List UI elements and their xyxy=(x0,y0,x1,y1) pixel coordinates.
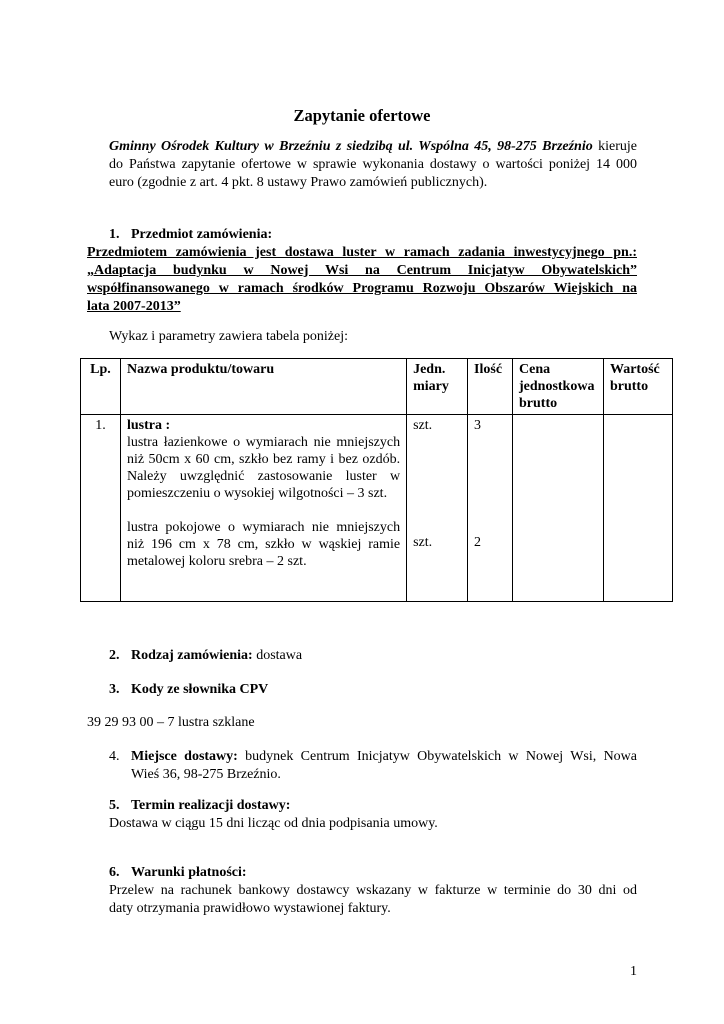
header-price-line: brutto xyxy=(519,396,558,411)
cell-value xyxy=(603,415,672,602)
header-price-line: jednostkowa xyxy=(519,379,595,394)
section-1-number: 1. xyxy=(109,227,120,242)
section-6-number: 6. xyxy=(109,865,120,880)
unit-1: szt. xyxy=(413,418,433,433)
section-3 xyxy=(109,682,268,698)
table-row xyxy=(81,415,673,602)
cpv-code: 39 29 93 00 – 7 lustra szklane xyxy=(87,715,255,730)
section-1-line: współfinansowanego w ramach środków Programu Rozwoju Obszarów Wiejskich na xyxy=(87,281,637,296)
section-1-title: Przedmiot zamówienia: xyxy=(131,227,273,242)
section-1-heading xyxy=(109,227,272,243)
section-2 xyxy=(109,648,302,664)
section-6-body xyxy=(109,882,637,918)
section-2-value: dostawa xyxy=(252,648,303,663)
section-6-heading-row xyxy=(109,865,247,881)
intro-line-1-rest: kieruje xyxy=(592,139,638,154)
qty-2: 2 xyxy=(474,535,482,550)
intro-line-1 xyxy=(109,138,637,156)
header-value-line: brutto xyxy=(609,379,649,394)
section-1-line: „Adaptacja budynku w Nowej Wsi na Centrum Inicjatyw Obywatelskich” xyxy=(87,263,637,278)
section-1-body xyxy=(87,244,637,316)
section-5-heading: Termin realizacji dostawy: xyxy=(131,798,291,813)
cell-unit-price xyxy=(513,415,604,602)
cell-lp: 1. xyxy=(81,415,121,602)
section-5-number: 5. xyxy=(109,798,120,813)
header-unit-price xyxy=(513,359,604,415)
intro-line-2: do Państwa zapytanie ofertowe w sprawie wykonania dostawy o wartości poniżej 14 000 xyxy=(109,157,637,172)
section-5-text: Dostawa w ciągu 15 dni licząc od dnia podpisania umowy. xyxy=(109,816,438,831)
unit-2: szt. xyxy=(413,535,433,550)
section-4-number: 4. xyxy=(109,749,120,764)
section-3-number: 3. xyxy=(109,682,120,697)
product-title: lustra : xyxy=(126,418,171,433)
product-item-1: lustra łazienkowe o wymiarach nie mniejszych niż 50cm x 60 cm, szkło bez ramy i bez ozdób. Należy uwzględnić zastosowanie luster w pomieszczeniu o wysokiej wilgotności – 3 szt. xyxy=(126,435,401,501)
section-2-number: 2. xyxy=(109,648,120,663)
section-1-line: Przedmiotem zamówienia jest dostawa luster w ramach zadania inwestycyjnego pn.: xyxy=(87,245,637,260)
header-lp: Lp. xyxy=(81,359,121,415)
issuer-name: Gminny Ośrodek Kultury w Brzeźniu z siedzibą ul. Wspólna 45, 98-275 Brzeźnio xyxy=(109,139,593,154)
header-name: Nazwa produktu/towaru xyxy=(120,359,406,415)
product-table xyxy=(80,358,673,602)
table-intro: Wykaz i parametry zawiera tabela poniżej: xyxy=(109,329,348,344)
page-number: 1 xyxy=(630,964,637,979)
section-4-heading: Miejsce dostawy: xyxy=(131,749,238,764)
header-value xyxy=(603,359,672,415)
section-4-line-1-rest: budynek Centrum Inicjatyw Obywatelskich w Nowej Wsi, Nowa xyxy=(237,749,637,764)
header-qty: Ilość xyxy=(468,359,513,415)
header-unit-line: miary xyxy=(413,379,449,394)
header-unit-line: Jedn. xyxy=(413,362,446,377)
section-2-heading: Rodzaj zamówienia: xyxy=(131,648,253,663)
header-unit xyxy=(407,359,468,415)
section-3-heading: Kody ze słownika CPV xyxy=(131,682,269,697)
section-6-line-1: Przelew na rachunek bankowy dostawcy wskazany w fakturze w terminie do 30 dni od xyxy=(109,883,637,898)
section-1-line: lata 2007-2013” xyxy=(87,299,181,314)
header-price-line: Cena xyxy=(519,362,551,377)
section-6-heading: Warunki płatności: xyxy=(131,865,247,880)
product-item-2: lustra pokojowe o wymiarach nie mniejszych niż 196 cm x 78 cm, szkło w wąskiej ramie metalowej koloru srebra – 2 szt. xyxy=(126,520,401,569)
section-4-line-2: Wieś 36, 98-275 Brzeźnio. xyxy=(131,767,281,782)
header-value-line: Wartość xyxy=(609,362,660,377)
table-header-row xyxy=(81,359,673,415)
cell-unit xyxy=(407,415,468,602)
document-title: Zapytanie ofertowe xyxy=(293,106,431,125)
cell-product xyxy=(120,415,406,602)
intro-line-3: euro (zgodnie z art. 4 pkt. 8 ustawy Prawo zamówień publicznych). xyxy=(109,175,488,190)
section-5-heading-row xyxy=(109,798,290,814)
cell-qty xyxy=(468,415,513,602)
section-6-line-2: daty otrzymania prawidłowo wystawionej faktury. xyxy=(109,901,391,916)
section-4-line-1 xyxy=(109,748,637,766)
intro-paragraph xyxy=(109,138,637,192)
qty-1: 3 xyxy=(474,418,482,433)
section-4 xyxy=(109,748,637,784)
